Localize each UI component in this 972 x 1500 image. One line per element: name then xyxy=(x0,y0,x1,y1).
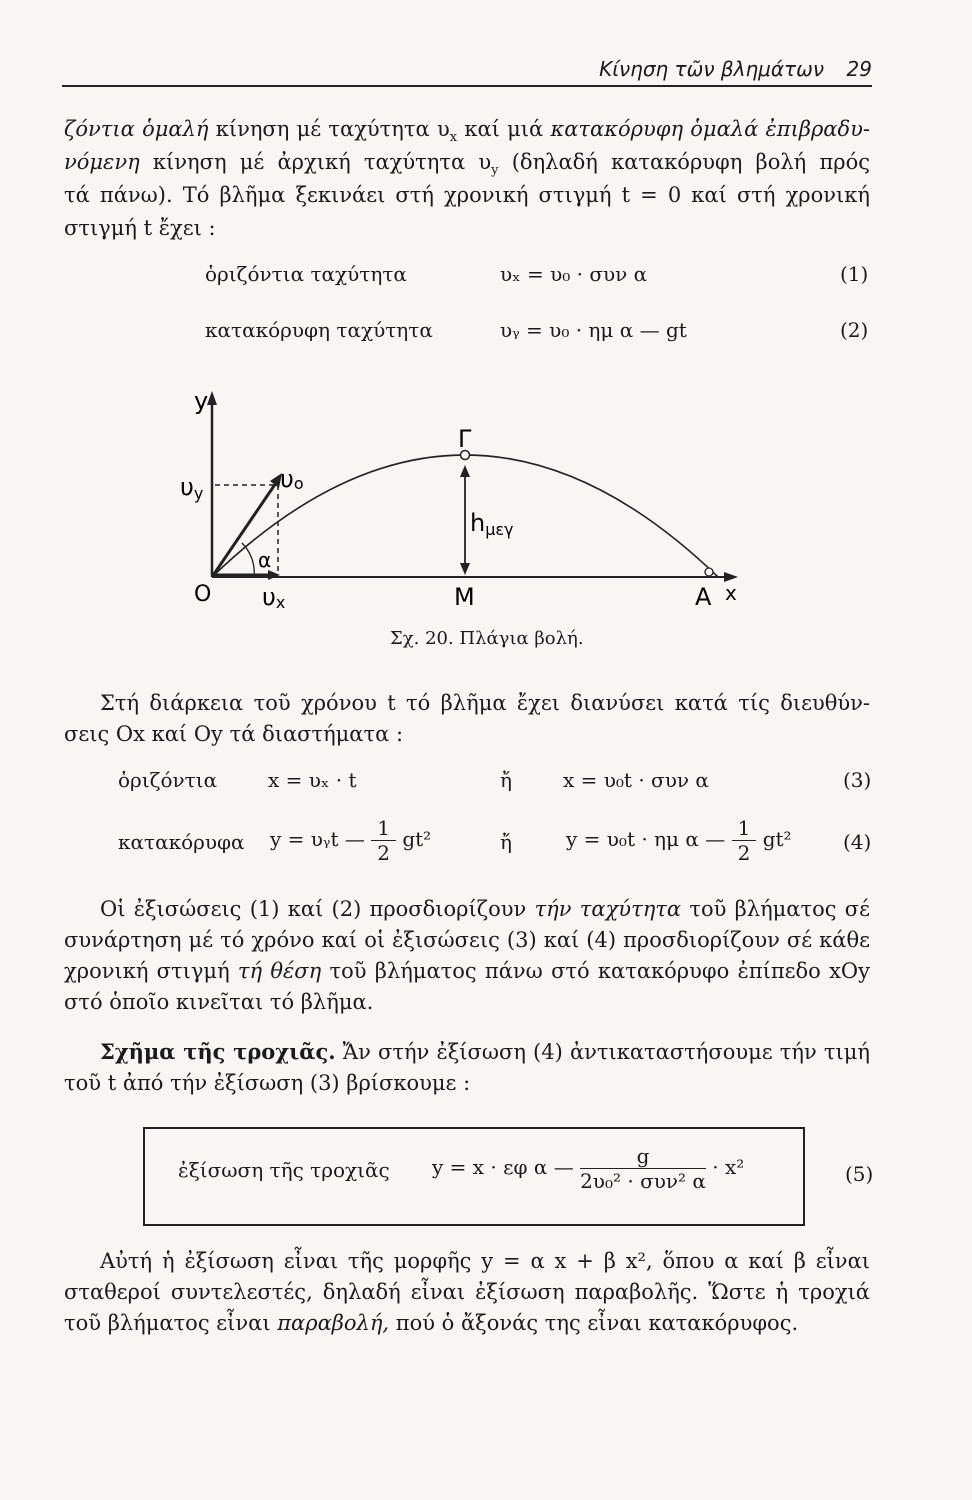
trajectory-eq-formula xyxy=(432,1144,744,1193)
velocity-eq-label-1: ὁριζόντια ταχύτητα xyxy=(205,262,407,286)
label-x: x xyxy=(725,581,737,605)
position-eq-label-1: ὁριζόντια xyxy=(118,768,218,792)
label-v0 xyxy=(280,465,304,493)
intro-line-1 xyxy=(64,115,870,152)
label-v0-main: υ xyxy=(280,465,294,493)
intro-text-2c: (δηλαδή κατακόρυφη βολή πρός xyxy=(498,150,870,174)
position-eq-num-1: (3) xyxy=(843,768,872,792)
label-vx-main: υ xyxy=(262,583,276,611)
intro-line-2 xyxy=(64,148,870,185)
trajectory-fraction xyxy=(580,1144,706,1193)
section-heading: Σχῆμα τῆς τροχιᾶς. xyxy=(100,1039,336,1064)
para3-line-1 xyxy=(100,895,870,923)
intro-text-1: κίνηση μέ ταχύτητα υ xyxy=(208,117,450,141)
para4-text-1: Ἄν στήν ἐξίσωση (4) ἀντικαταστήσουμε τήν τιμή xyxy=(335,1040,870,1064)
intro-line-4: στιγμή t ἔχει : xyxy=(64,216,216,240)
half-fraction-1 xyxy=(371,816,396,865)
label-vy-sub: y xyxy=(193,484,204,503)
position-eq-f2a-2: y = υ₀t · ημ α — xyxy=(566,827,726,851)
h-max-arrow-down xyxy=(460,563,470,575)
trajectory-eq-formula-b: · x² xyxy=(712,1155,745,1179)
intro-italic-1d: κατακόρυφη ὁμαλά ἐπιβραδυ- xyxy=(550,117,870,141)
trajectory-fraction-num: g xyxy=(580,1144,706,1169)
position-eq-f1-2 xyxy=(270,816,431,865)
para2-line-1: Στή διάρκεια τοῦ χρόνου t τό βλῆμα ἔχει διανύσει κατά τίς διευθύν- xyxy=(100,691,870,715)
half-fraction-2-den: 2 xyxy=(737,841,751,865)
para2-line-2: σεις Ox καί Oy τά διαστήματα : xyxy=(64,722,404,746)
intro-text-1c: καί μιά xyxy=(457,117,551,141)
half-fraction-2 xyxy=(732,816,757,865)
trajectory-eq-num: (5) xyxy=(845,1162,874,1186)
h-max-arrow-up xyxy=(460,465,470,477)
label-h-sub: μεγ xyxy=(485,520,514,539)
intro-italic-2: νόμενη xyxy=(64,150,140,174)
para3-italic-1: τήν ταχύτητα xyxy=(534,897,682,921)
velocity-eq-formula-1: υₓ = υ₀ · συν α xyxy=(500,262,648,286)
intro-italic-1: ζόντια ὁμαλή xyxy=(64,117,209,141)
y-axis-arrow xyxy=(207,391,217,405)
para3-text-3a: χρονική στιγμή xyxy=(64,959,238,983)
intro-sub-2: y xyxy=(491,163,499,179)
position-eq-label-2: κατακόρυφα xyxy=(118,830,245,854)
position-eq-or-1: ἤ xyxy=(500,768,512,792)
para5-line-3 xyxy=(64,1309,870,1337)
label-h-main: h xyxy=(470,509,486,537)
para3-text-1a: Οἱ ἐξισώσεις (1) καί (2) προσδιορίζουν xyxy=(100,897,535,921)
point-A-marker xyxy=(705,568,713,576)
label-alpha: α xyxy=(258,548,272,572)
para5-line-2: σταθεροί συντελεστές, δηλαδή εἶναι ἐξίσωση παραβολῆς. Ὥστε ἡ τροχιά xyxy=(64,1280,870,1304)
position-eq-f2-2 xyxy=(566,816,792,865)
para5-italic-3: παραβολή, xyxy=(277,1311,390,1335)
label-A: A xyxy=(695,583,712,611)
label-y: y xyxy=(194,387,209,415)
para5-text-3c: πού ὁ ἄξονάς της εἶναι κατακόρυφος. xyxy=(389,1311,799,1335)
para4-line-2: τοῦ t ἀπό τήν ἐξίσωση (3) βρίσκουμε : xyxy=(64,1071,471,1095)
para5-line-1: Αὐτή ἡ ἐξίσωση εἶναι τῆς μορφῆς y = α x + β x², ὅπου α καί β εἶναι xyxy=(100,1249,870,1273)
para3-line-2: συνάρτηση μέ τό χρόνο καί οἱ ἐξισώσεις (3) καί (4) προσδιορίζουν σέ κάθε xyxy=(64,928,870,952)
label-vy xyxy=(180,473,203,503)
label-gamma: Γ xyxy=(458,425,472,453)
position-eq-f2-1: x = υ₀t · συν α xyxy=(563,768,709,792)
intro-line-3: τά πάνω). Τό βλῆμα ξεκινάει στή χρονική στιγμή t = 0 καί στή χρονική xyxy=(64,183,870,207)
running-title: Κίνηση τῶν βλημάτων xyxy=(599,57,824,81)
para4-line-1 xyxy=(100,1038,870,1066)
half-fraction-1-num: 1 xyxy=(371,816,396,841)
velocity-eq-label-2: κατακόρυφη ταχύτητα xyxy=(205,318,433,342)
page-number: 29 xyxy=(846,57,872,81)
label-v0-sub: o xyxy=(293,474,304,493)
para3-line-4: στό ὁποῖο κινεῖται τό βλῆμα. xyxy=(64,990,374,1014)
para5-text-3a: τοῦ βλήματος εἶναι xyxy=(64,1311,278,1335)
position-eq-or-2: ἤ xyxy=(500,830,512,854)
label-vx xyxy=(262,583,285,612)
label-vx-sub: x xyxy=(275,593,286,612)
label-M: M xyxy=(454,583,475,611)
para3-line-3 xyxy=(64,957,870,985)
intro-text-2: κίνηση μέ ἀρχική ταχύτητα υ xyxy=(139,150,492,174)
trajectory-eq-formula-a: y = x · εφ α — xyxy=(432,1155,574,1179)
para3-text-1c: τοῦ βλήματος σέ xyxy=(681,897,870,921)
label-h-max xyxy=(470,509,514,539)
projectile-figure xyxy=(180,385,750,615)
label-vy-main: υ xyxy=(180,473,194,501)
intro-sub-1: x xyxy=(449,130,458,146)
position-eq-f1-1: x = υₓ · t xyxy=(268,768,357,792)
half-fraction-2-num: 1 xyxy=(732,816,757,841)
page-header xyxy=(62,55,872,87)
trajectory-fraction-den: 2υ₀² · συν² α xyxy=(580,1169,706,1193)
trajectory-eq-label: ἐξίσωση τῆς τροχιᾶς xyxy=(178,1158,390,1182)
position-eq-f1a-2: y = υᵧt — xyxy=(270,827,365,851)
velocity-eq-num-1: (1) xyxy=(840,262,869,286)
velocity-eq-formula-2: υᵧ = υ₀ · ημ α — gt xyxy=(500,318,687,342)
figure-caption: Σχ. 20. Πλάγια βολή. xyxy=(390,628,584,649)
para3-italic-3: τή θέση xyxy=(237,959,322,983)
position-eq-f2b-2: gt² xyxy=(762,827,792,851)
position-eq-num-2: (4) xyxy=(843,830,872,854)
velocity-eq-num-2: (2) xyxy=(840,318,869,342)
label-origin: O xyxy=(194,582,212,607)
para3-text-3c: τοῦ βλήματος πάνω στό κατακόρυφο ἐπίπεδο xOy xyxy=(321,959,870,983)
position-eq-f1b-2: gt² xyxy=(402,827,432,851)
half-fraction-1-den: 2 xyxy=(377,841,390,865)
